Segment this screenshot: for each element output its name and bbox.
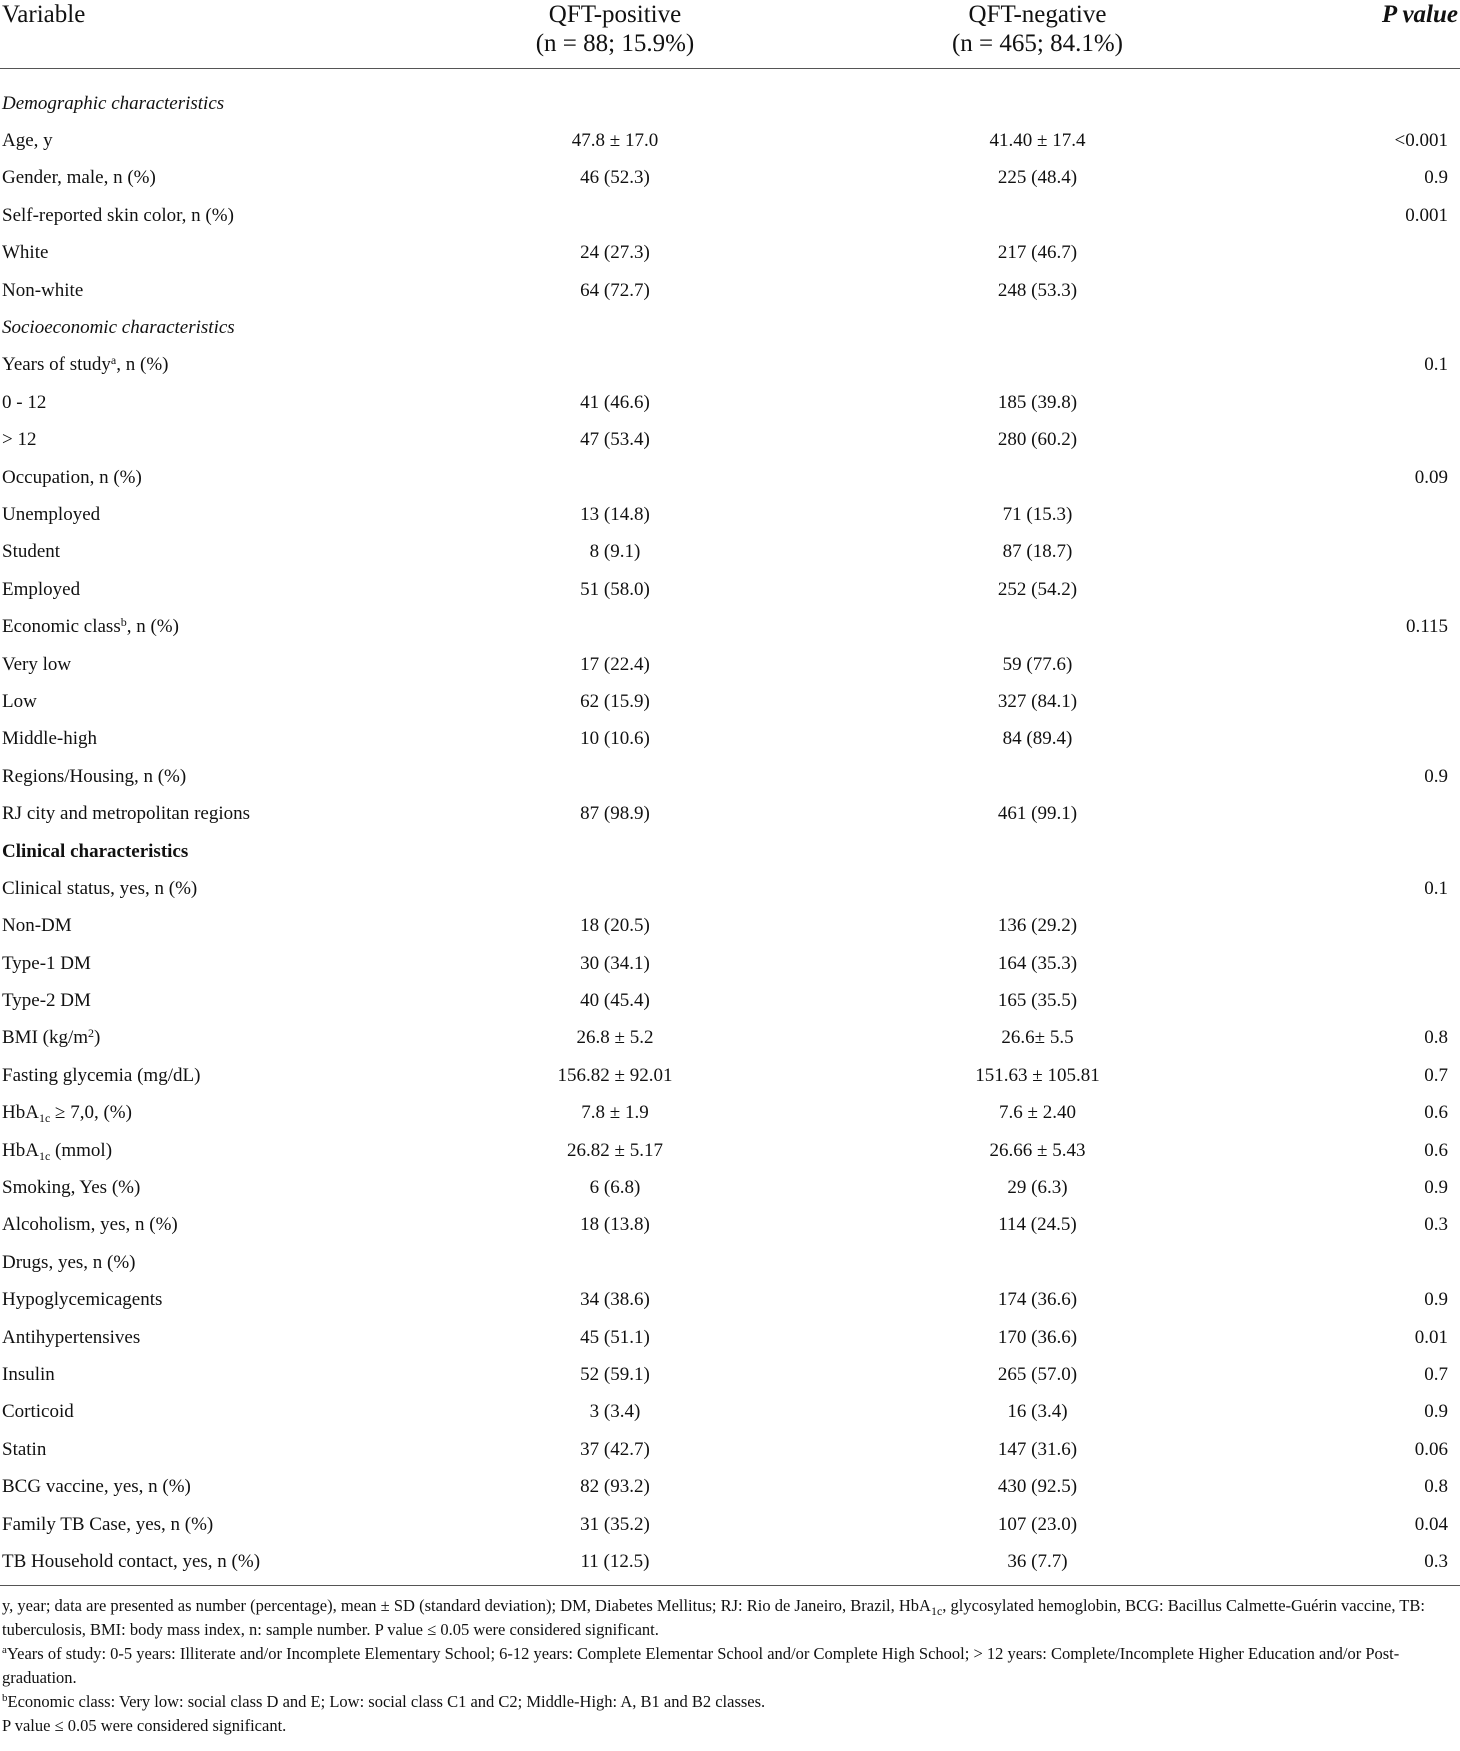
variable-cell: Fasting glycemia (mg/dL) [2,1064,201,1086]
qft-positive-cell [420,347,810,384]
p-value-cell: 0.7 [1424,1363,1448,1385]
table-row [0,272,1460,309]
table-row [0,982,1460,1019]
qft-positive-cell: 45 (51.1) [580,1326,650,1348]
qft-positive-cell: 8 (9.1) [589,541,641,563]
variable-cell: Years of study$^a$, n (%) [2,353,169,376]
variable-cell: Self-reported skin color, n (%) [2,204,234,226]
table-row [0,571,1460,608]
variable-cell: HbA$_{1c}$ ≥ 7,0, (%) [2,1102,132,1126]
qft-negative-cell [810,833,1265,870]
table-row [0,534,1460,571]
qft-negative-cell: 165 (35.5) [997,990,1078,1012]
qft-negative-cell [810,870,1265,907]
qft-positive-cell: 18 (13.8) [580,1214,650,1236]
variable-cell: Statin [2,1438,47,1460]
variable-cell: Alcoholism, yes, n (%) [2,1214,178,1236]
table-row [0,1506,1460,1543]
qft-positive-cell [420,69,810,123]
variable-cell: Regions/Housing, n (%) [2,765,187,787]
qft-positive-cell: 47.8 ± 17.0 [571,130,659,152]
variable-cell: Economic class$^b$, n (%) [2,615,179,638]
qft-positive-cell [420,608,810,645]
qft-positive-cell: 11 (12.5) [580,1550,650,1572]
section-label: Socioeconomic characteristics [2,317,235,339]
variable-cell: > 12 [2,429,37,451]
qft-negative-cell [810,459,1265,496]
variable-cell: Age, y [2,130,53,152]
qft-positive-cell: 34 (38.6) [580,1289,650,1311]
qft-positive-cell: 26.8 ± 5.2 [576,1027,654,1049]
variable-cell: Non-DM [2,915,72,937]
qft-positive-cell: 40 (45.4) [580,990,650,1012]
table-footnotes [0,1585,1460,1738]
qft-positive-cell: 26.82 ± 5.17 [567,1139,663,1161]
p-value-cell [1265,235,1460,272]
p-value-cell [1265,908,1460,945]
p-value-cell [1265,646,1460,683]
qft-negative-cell: 265 (57.0) [997,1363,1078,1385]
p-value-cell [1265,69,1460,123]
qft-negative-cell: 151.63 ± 105.81 [975,1064,1100,1086]
footnote-a: $^a$Years of study: 0-5 years: Illiterate and/or Incomplete Elementary School; 6-12 years: Complete Elementar School and/or Complete High School; > 12 years: Complete/Incomplete Higher Education and/or Post-graduation. [2,1644,1400,1687]
qft-negative-cell: 136 (29.2) [997,915,1078,937]
header-p-value: P value [1265,0,1460,69]
qft-positive-cell: 24 (27.3) [580,242,650,264]
qft-negative-cell: 36 (7.7) [1007,1550,1068,1572]
variable-cell: Family TB Case, yes, n (%) [2,1513,214,1535]
table-row [0,1244,1460,1281]
qft-negative-cell: 327 (84.1) [997,690,1078,712]
p-value-cell: 0.7 [1424,1064,1448,1086]
qft-positive-cell [420,459,810,496]
p-value-cell: 0.1 [1424,354,1448,376]
table-row [0,1468,1460,1505]
table-row [0,608,1460,645]
variable-cell: BCG vaccine, yes, n (%) [2,1476,191,1498]
qft-positive-cell: 30 (34.1) [580,952,650,974]
p-value-cell [1265,309,1460,346]
qft-negative-cell [810,608,1265,645]
qft-negative-cell [810,69,1265,123]
variable-cell: Unemployed [2,503,101,525]
p-value-cell [1265,384,1460,421]
footnote-p-value: P value ≤ 0.05 were considered significant. [2,1716,287,1735]
qft-positive-cell: 17 (22.4) [580,653,650,675]
qft-positive-cell: 64 (72.7) [580,279,650,301]
table-header [0,0,1460,69]
qft-negative-cell: 147 (31.6) [997,1438,1078,1460]
p-value-cell: 0.115 [1405,616,1448,638]
qft-negative-cell: 59 (77.6) [1002,653,1073,675]
qft-negative-cell: 217 (46.7) [997,242,1078,264]
table-row [0,758,1460,795]
table-row [0,235,1460,272]
variable-cell: White [2,242,49,264]
p-value-cell: 0.3 [1424,1214,1448,1236]
table-body [0,69,1460,1581]
qft-negative-cell: 71 (15.3) [1002,503,1073,525]
qft-negative-cell: 248 (53.3) [997,279,1078,301]
table-row [0,422,1460,459]
table-row [0,683,1460,720]
p-value-cell [1265,1244,1460,1281]
p-value-cell [1265,945,1460,982]
variable-cell: Low [2,690,37,712]
section-row [0,309,1460,346]
p-value-cell [1265,982,1460,1019]
p-value-cell: 0.9 [1424,765,1448,787]
header-qft-positive [420,0,810,69]
p-value-cell: 0.9 [1424,167,1448,189]
qft-positive-cell: 6 (6.8) [589,1177,641,1199]
header-qft-negative-line2: (n = 465; 84.1%) [951,30,1124,57]
p-value-cell [1265,272,1460,309]
table-row [0,1169,1460,1206]
qft-negative-cell: 107 (23.0) [997,1513,1078,1535]
variable-cell: Occupation, n (%) [2,466,142,488]
variable-cell: 0 - 12 [2,391,47,413]
p-value-cell: 0.6 [1424,1139,1448,1161]
table-row [0,122,1460,159]
table-row [0,908,1460,945]
qft-negative-cell: 84 (89.4) [1002,728,1073,750]
variable-cell: Corticoid [2,1401,74,1423]
table-row [0,1282,1460,1319]
p-value-cell [1265,534,1460,571]
variable-cell: Type-1 DM [2,952,91,974]
table-row [0,1319,1460,1356]
table-row [0,646,1460,683]
qft-negative-cell: 280 (60.2) [997,429,1078,451]
qft-negative-cell [810,309,1265,346]
qft-positive-cell: 3 (3.4) [589,1401,641,1423]
footnote-b: $^b$Economic class: Very low: social class D and E; Low: social class C1 and C2; Middle-High: A, B1 and B2 classes. [2,1692,766,1711]
table-row [0,1543,1460,1580]
header-qft-negative [810,0,1265,69]
qft-positive-cell: 41 (46.6) [580,391,650,413]
p-value-cell [1265,795,1460,832]
p-value-cell: 0.04 [1414,1513,1448,1535]
footnote-abbreviations: y, year; data are presented as number (percentage), mean ± SD (standard deviation); DM, Diabetes Mellitus; RJ: Rio de Janeiro, Brazil, HbA$_{1c}$, glycosylated hemoglobin, BCG: Bacillus Calmette-Guérin vaccine, TB: tuberculosis, BMI: body mass index, n: sample number. P value ≤ 0.05 were considered significant. [2,1596,1425,1639]
qft-positive-cell: 37 (42.7) [580,1438,650,1460]
qft-negative-cell: 252 (54.2) [997,578,1078,600]
p-value-cell [1265,721,1460,758]
variable-cell: Type-2 DM [2,990,91,1012]
table-row [0,496,1460,533]
variable-cell: HbA$_{1c}$ (mmol) [2,1139,113,1163]
variable-cell: Clinical status, yes, n (%) [2,877,198,899]
table-row [0,160,1460,197]
qft-positive-cell: 7.8 ± 1.9 [581,1102,649,1124]
p-value-cell [1265,683,1460,720]
qft-positive-cell: 82 (93.2) [580,1476,650,1498]
p-value-cell: 0.8 [1424,1476,1448,1498]
qft-positive-cell: 52 (59.1) [580,1363,650,1385]
variable-cell: Very low [2,653,72,675]
p-value-cell: 0.6 [1424,1102,1448,1124]
qft-negative-cell [810,347,1265,384]
p-value-cell: 0.09 [1414,466,1448,488]
p-value-cell: 0.8 [1424,1027,1448,1049]
p-value-cell [1265,571,1460,608]
qft-negative-cell: 16 (3.4) [1007,1401,1068,1423]
table-row [0,1057,1460,1094]
p-value-cell: 0.3 [1424,1550,1448,1572]
variable-cell: Smoking, Yes (%) [2,1177,141,1199]
qft-negative-cell: 29 (6.3) [1007,1177,1068,1199]
variable-cell: Student [2,541,61,563]
section-label: Demographic characteristics [2,92,225,114]
header-qft-negative-line1: QFT-negative [968,1,1107,28]
qft-positive-cell: 18 (20.5) [580,915,650,937]
table-row [0,384,1460,421]
qft-negative-cell: 7.6 ± 2.40 [999,1102,1076,1124]
qft-negative-cell [810,758,1265,795]
qft-negative-cell: 26.66 ± 5.43 [989,1139,1086,1161]
p-value-cell: 0.9 [1424,1401,1448,1423]
variable-cell: Middle-high [2,728,97,750]
section-label: Clinical characteristics [2,840,189,862]
section-row [0,833,1460,870]
qft-positive-cell: 10 (10.6) [580,728,650,750]
qft-negative-cell [810,1244,1265,1281]
table-row [0,795,1460,832]
qft-negative-cell: 87 (18.7) [1002,541,1073,563]
variable-cell: Insulin [2,1363,55,1385]
table-row [0,1394,1460,1431]
header-qft-positive-line2: (n = 88; 15.9%) [535,30,695,57]
table-row [0,721,1460,758]
p-value-cell: 0.001 [1405,204,1448,226]
qft-positive-cell: 46 (52.3) [580,167,650,189]
table-row [0,1431,1460,1468]
qft-positive-cell: 51 (58.0) [580,578,650,600]
header-qft-positive-line1: QFT-positive [548,1,682,28]
section-row [0,69,1460,123]
qft-negative-cell: 185 (39.8) [997,391,1078,413]
p-value-cell [1265,833,1460,870]
variable-cell: RJ city and metropolitan regions [2,803,251,825]
p-value-cell [1265,496,1460,533]
qft-positive-cell: 13 (14.8) [580,503,650,525]
qft-positive-cell: 87 (98.9) [580,803,650,825]
qft-negative-cell: 114 (24.5) [998,1214,1077,1236]
qft-positive-cell: 62 (15.9) [580,690,650,712]
qft-positive-cell [420,870,810,907]
variable-cell: Non-white [2,279,84,301]
p-value-cell [1265,422,1460,459]
table-row [0,1095,1460,1132]
table-row [0,1356,1460,1393]
qft-negative-cell: 164 (35.3) [997,952,1078,974]
p-value-cell: 0.9 [1424,1289,1448,1311]
qft-negative-cell: 430 (92.5) [997,1476,1078,1498]
qft-positive-cell: 156.82 ± 92.01 [557,1064,673,1086]
qft-positive-cell [420,197,810,234]
table-row [0,945,1460,982]
table-row [0,459,1460,496]
p-value-cell: 0.9 [1424,1177,1448,1199]
qft-negative-cell: 461 (99.1) [997,803,1078,825]
qft-positive-cell [420,309,810,346]
table-row [0,197,1460,234]
variable-cell: Hypoglycemicagents [2,1289,163,1311]
qft-negative-cell: 41.40 ± 17.4 [989,130,1086,152]
qft-positive-cell: 31 (35.2) [580,1513,650,1535]
variable-cell: Employed [2,578,81,600]
header-variable: Variable [0,0,420,69]
variable-cell: Gender, male, n (%) [2,167,156,189]
variable-cell: TB Household contact, yes, n (%) [2,1550,261,1572]
qft-positive-cell [420,1244,810,1281]
qft-negative-cell: 170 (36.6) [997,1326,1078,1348]
variable-cell: Drugs, yes, n (%) [2,1251,136,1273]
qft-negative-cell: 26.6± 5.5 [1001,1027,1074,1049]
p-value-cell: 0.06 [1414,1438,1448,1460]
variable-cell: BMI $(kg/m^2)$ [2,1026,101,1049]
p-value-cell: 0.1 [1424,877,1448,899]
table-row [0,1132,1460,1169]
qft-negative-cell: 225 (48.4) [997,167,1078,189]
table-row [0,1207,1460,1244]
qft-negative-cell: 174 (36.6) [997,1289,1078,1311]
header-row [0,0,1460,69]
table-row [0,870,1460,907]
qft-positive-cell [420,833,810,870]
qft-positive-cell: 47 (53.4) [580,429,650,451]
qft-negative-cell [810,197,1265,234]
variable-cell: Antihypertensives [2,1326,141,1348]
p-value-cell: <0.001 [1394,130,1448,152]
table-row [0,1020,1460,1057]
table-row [0,347,1460,384]
p-value-cell: 0.01 [1414,1326,1448,1348]
qft-positive-cell [420,758,810,795]
